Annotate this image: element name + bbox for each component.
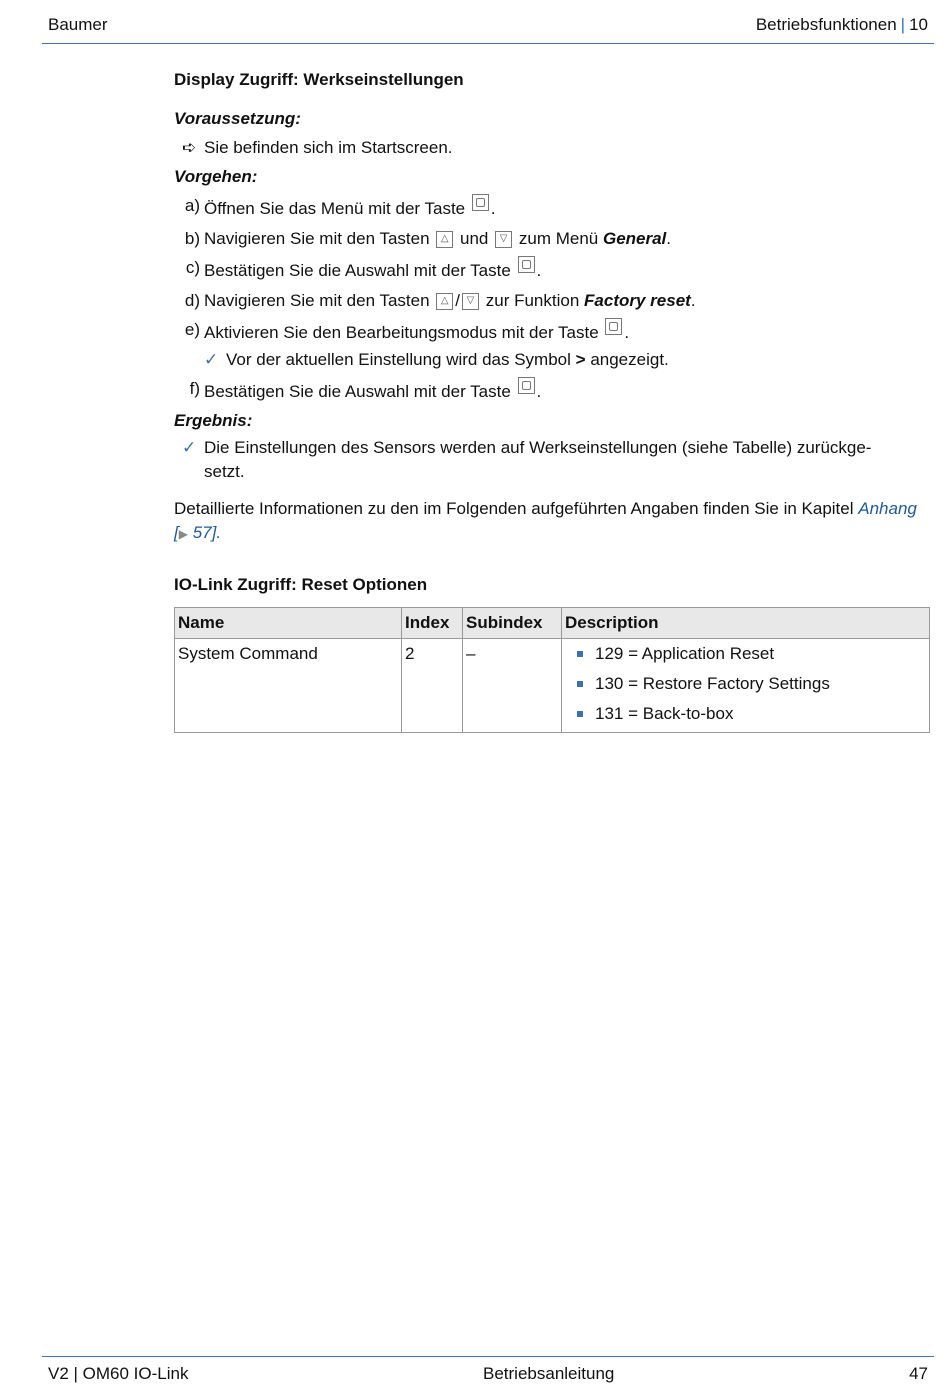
step-number: f) (189, 379, 200, 398)
footer-doc-version: V2 | OM60 IO-Link (48, 1364, 189, 1383)
col-subindex: Subindex (463, 607, 562, 638)
info-text: Detaillierte Informationen zu den im Folgenden aufgeführten Angaben finden Sie in Kapitel (174, 498, 854, 518)
result-label: Ergebnis: (174, 410, 253, 430)
list-item (565, 642, 926, 666)
substep-text2: angezeigt. (590, 350, 669, 369)
up-key-icon: △ (436, 231, 453, 248)
substep-text: Vor der aktuellen Einstellung wird das Symbol (226, 350, 571, 369)
step-d: d) Navigieren Sie mit den Tasten △ / ▽ zur Funktion Factory reset. (174, 289, 930, 313)
info-end: . (216, 522, 222, 542)
result-text: Die Einstellungen des Sensors werden auf Werkseinstellungen (siehe Tabelle) zurückge-setzt. (204, 437, 872, 481)
bullet-icon (577, 651, 583, 657)
procedure-label: Vorgehen: (174, 167, 258, 186)
step-text: Öffnen Sie das Menü mit der Taste (204, 199, 466, 218)
section-title-io-link: IO-Link Zugriff: Reset Optionen (174, 574, 428, 594)
result (174, 436, 910, 484)
col-name: Name (175, 607, 402, 638)
col-index: Index (402, 607, 463, 638)
step-text: Bestätigen Sie die Auswahl mit der Taste (204, 382, 511, 401)
header-brand: Baumer (48, 15, 108, 34)
cell-index: 2 (402, 638, 463, 732)
step-c: c) Bestätigen Sie die Auswahl mit der Taste . (174, 256, 930, 283)
section-title-display: Display Zugriff: Werkseinstellungen (174, 70, 464, 89)
prerequisite-label: Voraussetzung: (174, 109, 301, 128)
step-b: b) Navigieren Sie mit den Tasten △ und ▽ zum Menü General. (174, 227, 930, 251)
bullet-icon (577, 711, 583, 717)
chapter-link-page[interactable]: 57] (192, 522, 217, 542)
step-text2: zur Funktion (485, 290, 580, 310)
step-number: a) (184, 196, 200, 215)
list-item (565, 702, 926, 726)
down-key-icon: ▽ (462, 293, 479, 310)
ok-key-icon (518, 377, 535, 394)
header-section: Betriebsfunktionen | 10 (755, 15, 928, 34)
step-number: c) (185, 258, 200, 277)
list-item (565, 672, 926, 696)
info-paragraph (174, 497, 919, 546)
substep-symbol: > (575, 350, 586, 369)
table-header-row (175, 607, 930, 638)
col-description: Description (562, 607, 930, 638)
ok-key-icon (605, 318, 622, 335)
up-key-icon: △ (436, 293, 453, 310)
arrow-right-icon: ➪ (182, 138, 197, 157)
desc-item-text: 130 = Restore Factory Settings (595, 673, 830, 693)
step-text: Bestätigen Sie die Auswahl mit der Taste (204, 261, 511, 280)
step-number: e) (184, 320, 200, 339)
prerequisite-text: Sie befinden sich im Startscreen. (204, 138, 453, 157)
step-text: Navigieren Sie mit den Tasten (204, 228, 430, 248)
step-number: d) (184, 290, 200, 310)
page-header (42, 0, 934, 44)
table-row (175, 638, 930, 732)
ok-key-icon (518, 256, 535, 273)
down-key-icon: ▽ (495, 231, 512, 248)
step-text: Navigieren Sie mit den Tasten (204, 290, 430, 310)
step-e: e) Aktivieren Sie den Bearbeitungsmodus mit der Taste . (174, 318, 930, 345)
desc-item-text: 129 = Application Reset (595, 643, 775, 663)
footer-page-number: 47 (909, 1364, 928, 1383)
checkmark-icon: ✓ (204, 350, 219, 369)
reset-options-table (174, 607, 930, 733)
prerequisite (174, 136, 930, 160)
cell-description (562, 638, 930, 732)
checkmark-icon: ✓ (182, 437, 197, 457)
step-and: und (460, 228, 489, 248)
ok-key-icon (472, 194, 489, 211)
cell-subindex: – (463, 638, 562, 732)
step-slash: / (455, 290, 461, 310)
page-content (174, 68, 930, 733)
step-text2: zum Menü (518, 228, 599, 248)
step-number: b) (184, 228, 200, 248)
bullet-icon (577, 681, 583, 687)
play-icon: ▶ (178, 526, 188, 541)
page-footer (42, 1356, 934, 1388)
desc-item-text: 131 = Back-to-box (595, 703, 734, 723)
header-page-number: 10 (909, 15, 928, 34)
cell-name: System Command (175, 638, 402, 732)
chapter-link-text[interactable]: Anhang [ (174, 498, 917, 542)
step-f: f) Bestätigen Sie die Auswahl mit der Taste . (174, 377, 930, 404)
function-factory-reset: Factory reset (584, 290, 691, 310)
substep-result (174, 348, 930, 372)
menu-general: General (602, 228, 667, 248)
step-a: a) Öffnen Sie das Menü mit der Taste . (174, 194, 930, 221)
footer-doc-type: Betriebsanleitung (483, 1364, 615, 1383)
step-text: Aktivieren Sie den Bearbeitungsmodus mit der Taste (204, 323, 599, 342)
header-section-title: Betriebsfunktionen (755, 15, 897, 34)
